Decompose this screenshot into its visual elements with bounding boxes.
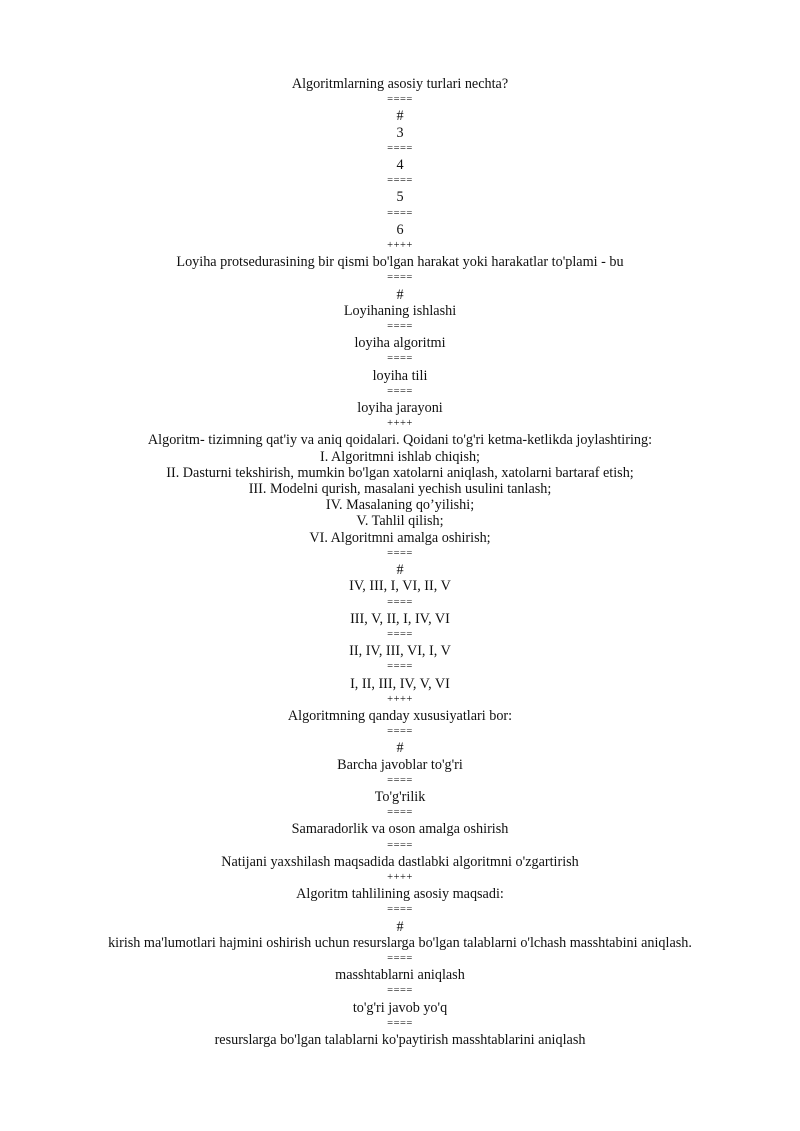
option-separator: ==== — [387, 726, 413, 738]
option-separator: ==== — [387, 904, 413, 916]
answer-option: resurslarga bo'lgan talablarni ko'paytirish masshtablarini aniqlash — [214, 1031, 586, 1048]
question-text-step: III. Modelni qurish, masalani yechish usulini tanlash; — [248, 481, 552, 498]
option-separator: ==== — [387, 596, 413, 608]
option-separator: ==== — [387, 207, 413, 219]
option-separator: ==== — [387, 353, 413, 365]
answer-option: loyiha jarayoni — [357, 400, 443, 417]
question-block-4 — [0, 708, 800, 886]
question-text-step: V. Tahlil qilish; — [356, 513, 444, 530]
option-separator: ==== — [387, 272, 413, 284]
question-text: Algoritmning qanday xususiyatlari bor: — [287, 707, 513, 724]
answer-option: To'g'rilik — [374, 788, 426, 805]
option-separator: ==== — [387, 547, 413, 559]
answer-option: loyiha tili — [372, 367, 428, 384]
answer-option: Natijani yaxshilash maqsadida dastlabki algoritmni o'zgartirish — [221, 853, 579, 870]
answer-option: 6 — [396, 221, 404, 238]
option-separator: ==== — [387, 628, 413, 640]
question-block-3 — [0, 432, 800, 707]
answer-option: kirish ma'lumotlari hajmini oshirish uchun resurslarga bo'lgan talablarni o'lchash masshtabini aniqlash. — [108, 934, 692, 951]
question-text: Algoritm tahlilining asosiy maqsadi: — [296, 886, 504, 903]
answer-option: II, IV, III, VI, I, V — [349, 643, 451, 660]
question-text-step: I. Algoritmni ishlab chiqish; — [320, 448, 480, 465]
correct-answer-marker: # — [396, 562, 404, 579]
answer-option: I, II, III, IV, V, VI — [350, 675, 450, 692]
answer-option: masshtablarni aniqlash — [335, 967, 465, 984]
answer-option: III, V, II, I, IV, VI — [350, 610, 450, 627]
question-end-separator: ++++ — [387, 871, 413, 883]
answer-option: to'g'ri javob yo'q — [352, 999, 448, 1016]
option-separator: ==== — [387, 661, 413, 673]
correct-answer-marker: # — [396, 108, 404, 125]
option-separator: ==== — [387, 985, 413, 997]
option-separator: ==== — [387, 142, 413, 154]
question-text-step: VI. Algoritmni amalga oshirish; — [309, 529, 491, 546]
answer-option: 5 — [396, 189, 404, 206]
test-document — [0, 76, 800, 1048]
question-text-step: II. Dasturni tekshirish, mumkin bo'lgan xatolarni aniqlash, xatolarni bartaraf etish; — [166, 464, 634, 481]
question-text: Algoritm- tizimning qat'iy va aniq qoidalari. Qoidani to'g'ri ketma-ketlikda joylashtiring: — [147, 432, 653, 449]
answer-option: 3 — [396, 124, 404, 141]
option-separator: ==== — [387, 175, 413, 187]
option-separator: ==== — [387, 1017, 413, 1029]
question-text: Loyiha protsedurasining bir qismi bo'lgan harakat yoki harakatlar to'plami - bu — [176, 254, 624, 271]
answer-option: Loyihaning ishlashi — [343, 302, 457, 319]
question-end-separator: ++++ — [387, 240, 413, 252]
question-block-2 — [0, 254, 800, 432]
correct-answer-marker: # — [396, 740, 404, 757]
question-text-step: IV. Masalaning qo’yilishi; — [325, 497, 475, 514]
question-end-separator: ++++ — [387, 418, 413, 430]
question-block-5 — [0, 886, 800, 1048]
option-separator: ==== — [387, 774, 413, 786]
question-text: Algoritmlarning asosiy turlari nechta? — [291, 76, 509, 92]
answer-option: loyiha algoritmi — [354, 335, 446, 352]
correct-answer-marker: # — [396, 286, 404, 303]
option-separator: ==== — [387, 321, 413, 333]
option-separator: ==== — [387, 94, 413, 106]
question-block-1 — [0, 76, 800, 254]
answer-option: 4 — [396, 157, 404, 174]
answer-option: Barcha javoblar to'g'ri — [337, 756, 463, 773]
answer-option: Samaradorlik va oson amalga oshirish — [291, 821, 509, 838]
question-end-separator: ++++ — [387, 693, 413, 705]
correct-answer-marker: # — [396, 918, 404, 935]
option-separator: ==== — [387, 385, 413, 397]
option-separator: ==== — [387, 952, 413, 964]
option-separator: ==== — [387, 839, 413, 851]
option-separator: ==== — [387, 807, 413, 819]
answer-option: IV, III, I, VI, II, V — [349, 578, 451, 595]
